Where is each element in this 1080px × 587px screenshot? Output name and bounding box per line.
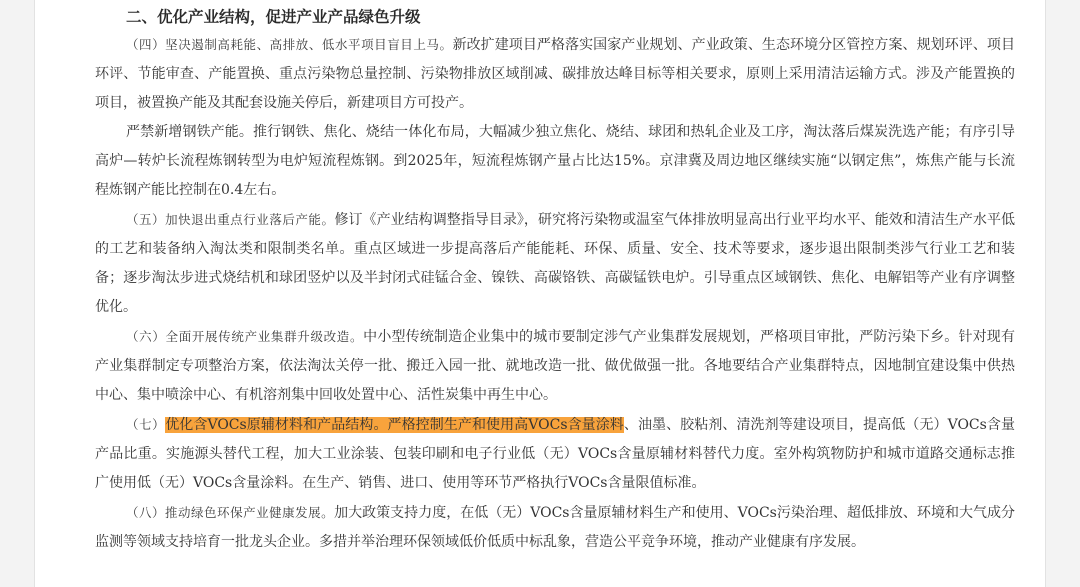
document-content	[95, 0, 1015, 557]
paragraph-5-body: 修订《产业结构调整指导目录》，研究将污染物或温室气体排放明显高出行业平均水平、能效和清洁生产水平低的工艺和装备纳入淘汰类和限制类名单。重点区域进一步提高落后产能能耗、环保、质量、安全、技术等要求，逐步退出限制类涉气行业工艺和装备；逐步淘汰步进式烧结机和球团竖炉以及半封闭式硅锰合金、镍铁、高碳铬铁、高碳锰铁电炉。引导重点区域钢铁、焦化、电解铝等产业有序调整优化。	[95, 212, 1015, 315]
paragraph-7	[95, 410, 1015, 498]
paragraph-5-lead: （五）加快退出重点行业落后产能。	[126, 212, 335, 227]
paragraph-4-lead: （四）坚决遏制高耗能、高排放、低水平项目盲目上马。	[126, 37, 453, 52]
paragraph-8-lead: （八）推动绿色环保产业健康发展。	[126, 505, 335, 520]
paragraph-4-steel-body: 严禁新增钢铁产能。推行钢铁、焦化、烧结一体化布局，大幅减少独立焦化、烧结、球团和热轧企业及工序，淘汰落后煤炭洗选产能；有序引导高炉—转炉长流程炼钢转型为电炉短流程炼钢。到2025年，短流程炼钢产量占比达15%。京津冀及周边地区继续实施“以钢定焦”，炼焦产能与长流程炼钢产能比控制在0.4左右。	[95, 124, 1015, 198]
paragraph-6-lead: （六）全面开展传统产业集群升级改造。	[126, 329, 364, 344]
paragraph-7-lead: （七）	[126, 417, 166, 432]
paragraph-6	[95, 322, 1015, 410]
paragraph-4-steel	[95, 118, 1015, 205]
paragraph-5	[95, 205, 1015, 322]
paragraph-8	[95, 498, 1015, 557]
paragraph-4	[95, 30, 1015, 118]
section-heading: 二、优化产业结构，促进产业产品绿色升级	[126, 7, 421, 26]
paragraph-8-body: 加大政策支持力度，在低（无）VOCs含量原辅材料生产和使用、VOCs污染治理、超低排放、环境和大气成分监测等领域支持培育一批龙头企业。多措并举治理环保领域低价低质中标乱象，营造公平竞争环境，推动产业健康有序发展。	[95, 505, 1015, 550]
paragraph-6-body: 中小型传统制造企业集中的城市要制定涉气产业集群发展规划，严格项目审批，严防污染下乡。针对现有产业集群制定专项整治方案，依法淘汰关停一批、搬迁入园一批、就地改造一批、做优做强一批。各地要结合产业集群特点，因地制宜建设集中供热中心、集中喷涂中心、有机溶剂集中回收处置中心、活性炭集中再生中心。	[95, 329, 1015, 403]
paragraph-4-body: 新改扩建项目严格落实国家产业规划、产业政策、生态环境分区管控方案、规划环评、项目环评、节能审查、产能置换、重点污染物总量控制、污染物排放区域削减、碳排放达峰目标等相关要求，原则上采用清洁运输方式。涉及产能置换的项目，被置换产能及其配套设施关停后，新建项目方可投产。	[95, 37, 1015, 111]
document-page	[34, 0, 1046, 587]
paragraph-7-body: 、油墨、胶粘剂、清洗剂等建设项目，提高低（无）VOCs含量产品比重。实施源头替代工程，加大工业涂装、包装印刷和电子行业低（无）VOCs含量原辅材料替代力度。室外构筑物防护和城市道路交通标志推广使用低（无）VOCs含量涂料。在生产、销售、进口、使用等环节严格执行VOCs含量限值标准。	[95, 417, 1015, 491]
highlighted-text: 优化含VOCs原辅材料和产品结构。严格控制生产和使用高VOCs含量涂料	[165, 417, 624, 433]
